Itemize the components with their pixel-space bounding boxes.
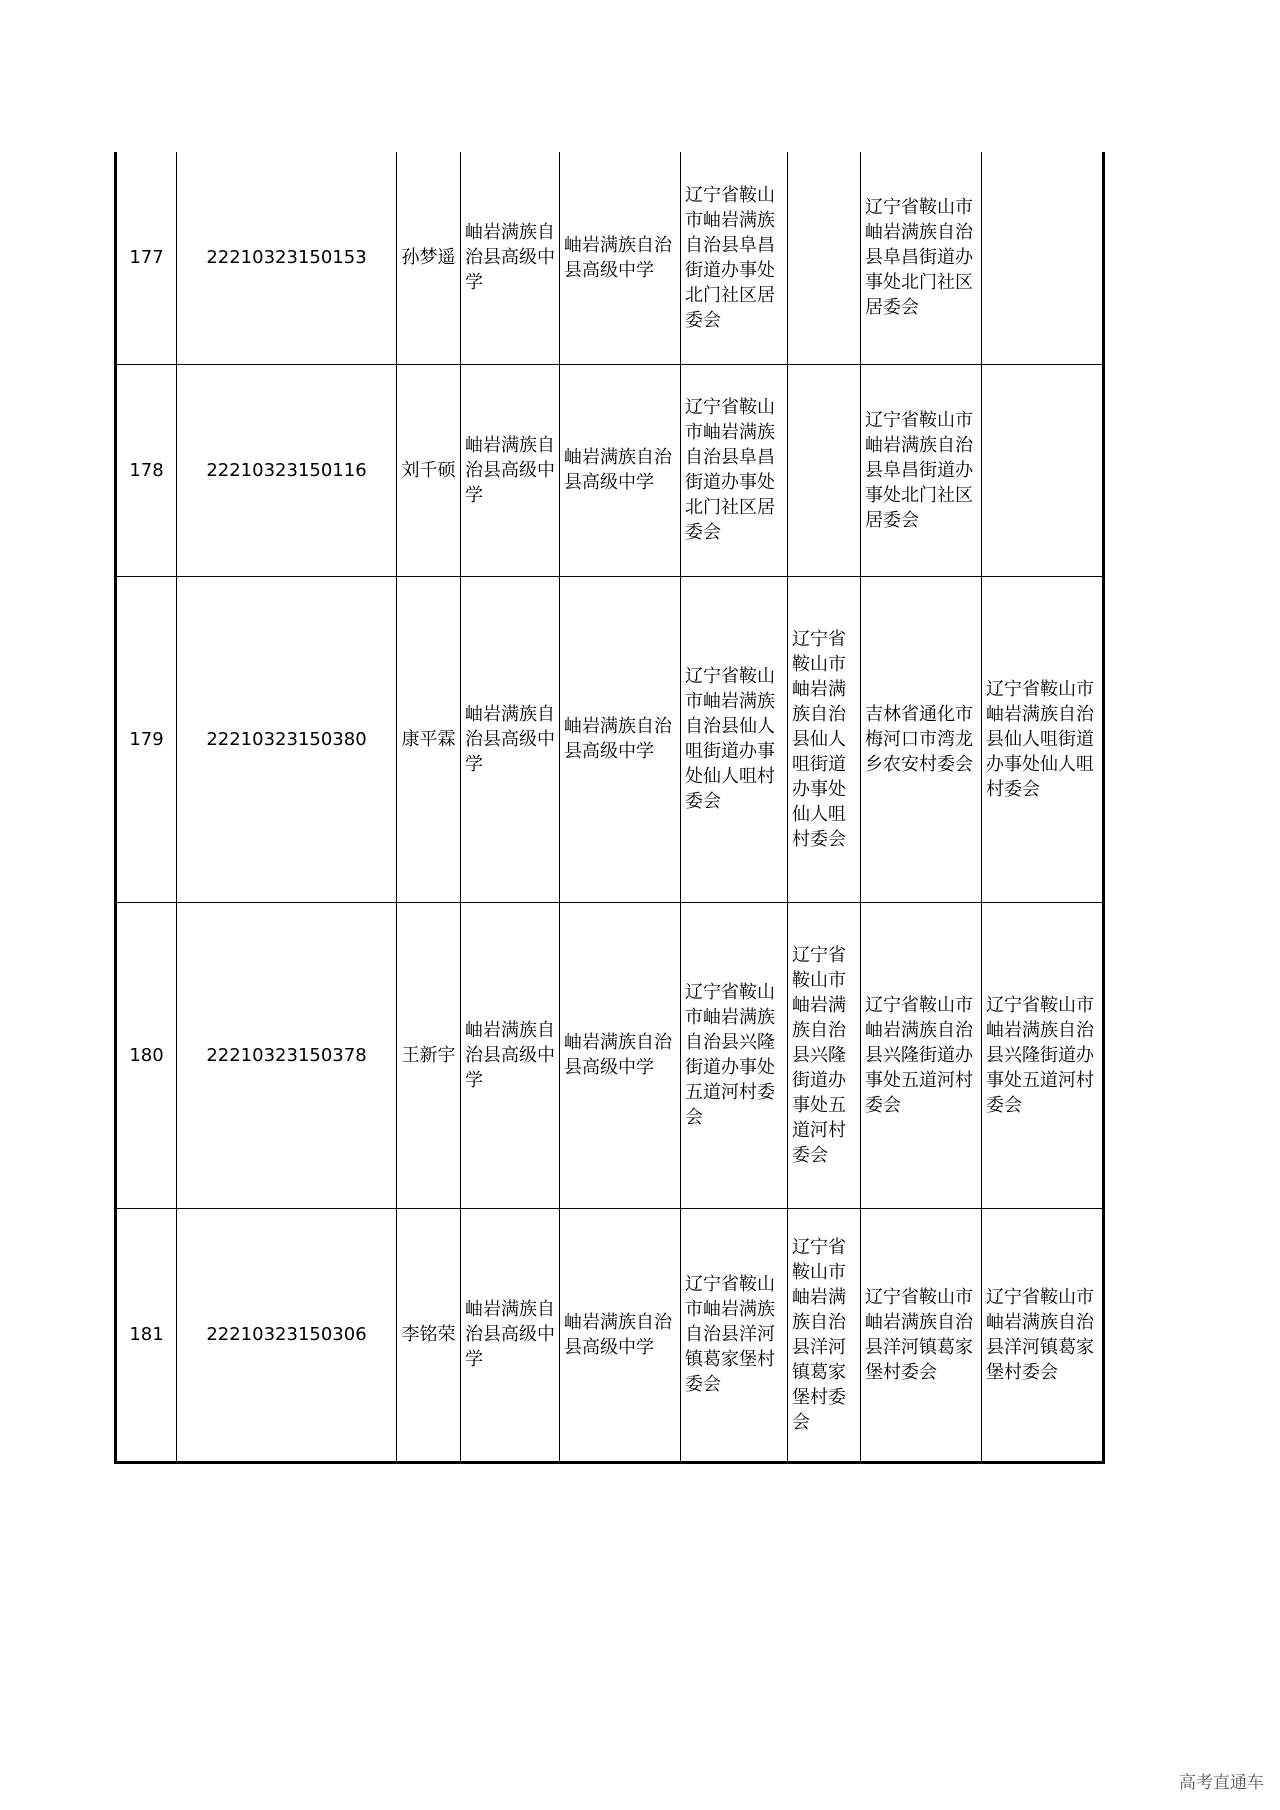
table-row [116, 152, 1104, 364]
address-cell: 辽宁省鞍山市岫岩满族自治县阜昌街道办事处北门社区居委会 [681, 152, 788, 364]
address-cell: 辽宁省鞍山市岫岩满族自治县兴隆街道办事处五道河村委会 [861, 902, 982, 1208]
student-table [114, 152, 1105, 1464]
table-row [116, 576, 1104, 902]
graduated-school-cell: 岫岩满族自治县高级中学 [560, 1208, 681, 1462]
address-cell: 辽宁省鞍山市岫岩满族自治县兴隆街道办事处五道河村委会 [982, 902, 1104, 1208]
graduated-school-cell: 岫岩满族自治县高级中学 [560, 902, 681, 1208]
address-cell: 辽宁省鞍山市岫岩满族自治县兴隆街道办事处五道河村委会 [681, 902, 788, 1208]
watermark-text: 高考直通车 [1179, 1773, 1264, 1793]
school-cell: 岫岩满族自治县高级中学 [461, 152, 560, 364]
school-cell: 岫岩满族自治县高级中学 [461, 576, 560, 902]
address-cell: 辽宁省鞍山市岫岩满族自治县阜昌街道办事处北门社区居委会 [861, 152, 982, 364]
table-row [116, 902, 1104, 1208]
name-cell: 王新宇 [397, 902, 461, 1208]
graduated-school-cell: 岫岩满族自治县高级中学 [560, 152, 681, 364]
table-row [116, 364, 1104, 576]
address-cell: 辽宁省鞍山市岫岩满族自治县阜昌街道办事处北门社区居委会 [681, 364, 788, 576]
seq-cell: 181 [116, 1208, 177, 1462]
name-cell: 康平霖 [397, 576, 461, 902]
address-cell: 辽宁省鞍山市岫岩满族自治县仙人咀街道办事处仙人咀村委会 [788, 576, 861, 902]
name-cell: 孙梦遥 [397, 152, 461, 364]
address-cell: 辽宁省鞍山市岫岩满族自治县洋河镇葛家堡村委会 [861, 1208, 982, 1462]
address-cell [788, 364, 861, 576]
exam-number-cell: 22210323150116 [177, 364, 397, 576]
address-cell: 辽宁省鞍山市岫岩满族自治县仙人咀街道办事处仙人咀村委会 [681, 576, 788, 902]
address-cell: 辽宁省鞍山市岫岩满族自治县仙人咀街道办事处仙人咀村委会 [982, 576, 1104, 902]
name-cell: 李铭荣 [397, 1208, 461, 1462]
school-cell: 岫岩满族自治县高级中学 [461, 364, 560, 576]
name-cell: 刘千硕 [397, 364, 461, 576]
exam-number-cell: 22210323150380 [177, 576, 397, 902]
seq-cell: 177 [116, 152, 177, 364]
address-cell [982, 364, 1104, 576]
address-cell: 辽宁省鞍山市岫岩满族自治县兴隆街道办事处五道河村委会 [788, 902, 861, 1208]
address-cell: 辽宁省鞍山市岫岩满族自治县洋河镇葛家堡村委会 [788, 1208, 861, 1462]
exam-number-cell: 22210323150306 [177, 1208, 397, 1462]
graduated-school-cell: 岫岩满族自治县高级中学 [560, 576, 681, 902]
address-cell: 辽宁省鞍山市岫岩满族自治县阜昌街道办事处北门社区居委会 [861, 364, 982, 576]
address-cell: 辽宁省鞍山市岫岩满族自治县洋河镇葛家堡村委会 [982, 1208, 1104, 1462]
address-cell: 辽宁省鞍山市岫岩满族自治县洋河镇葛家堡村委会 [681, 1208, 788, 1462]
school-cell: 岫岩满族自治县高级中学 [461, 1208, 560, 1462]
exam-number-cell: 22210323150378 [177, 902, 397, 1208]
table-row [116, 1208, 1104, 1462]
seq-cell: 180 [116, 902, 177, 1208]
address-cell [982, 152, 1104, 364]
seq-cell: 179 [116, 576, 177, 902]
school-cell: 岫岩满族自治县高级中学 [461, 902, 560, 1208]
graduated-school-cell: 岫岩满族自治县高级中学 [560, 364, 681, 576]
exam-number-cell: 22210323150153 [177, 152, 397, 364]
seq-cell: 178 [116, 364, 177, 576]
address-cell [788, 152, 861, 364]
address-cell: 吉林省通化市梅河口市湾龙乡农安村委会 [861, 576, 982, 902]
